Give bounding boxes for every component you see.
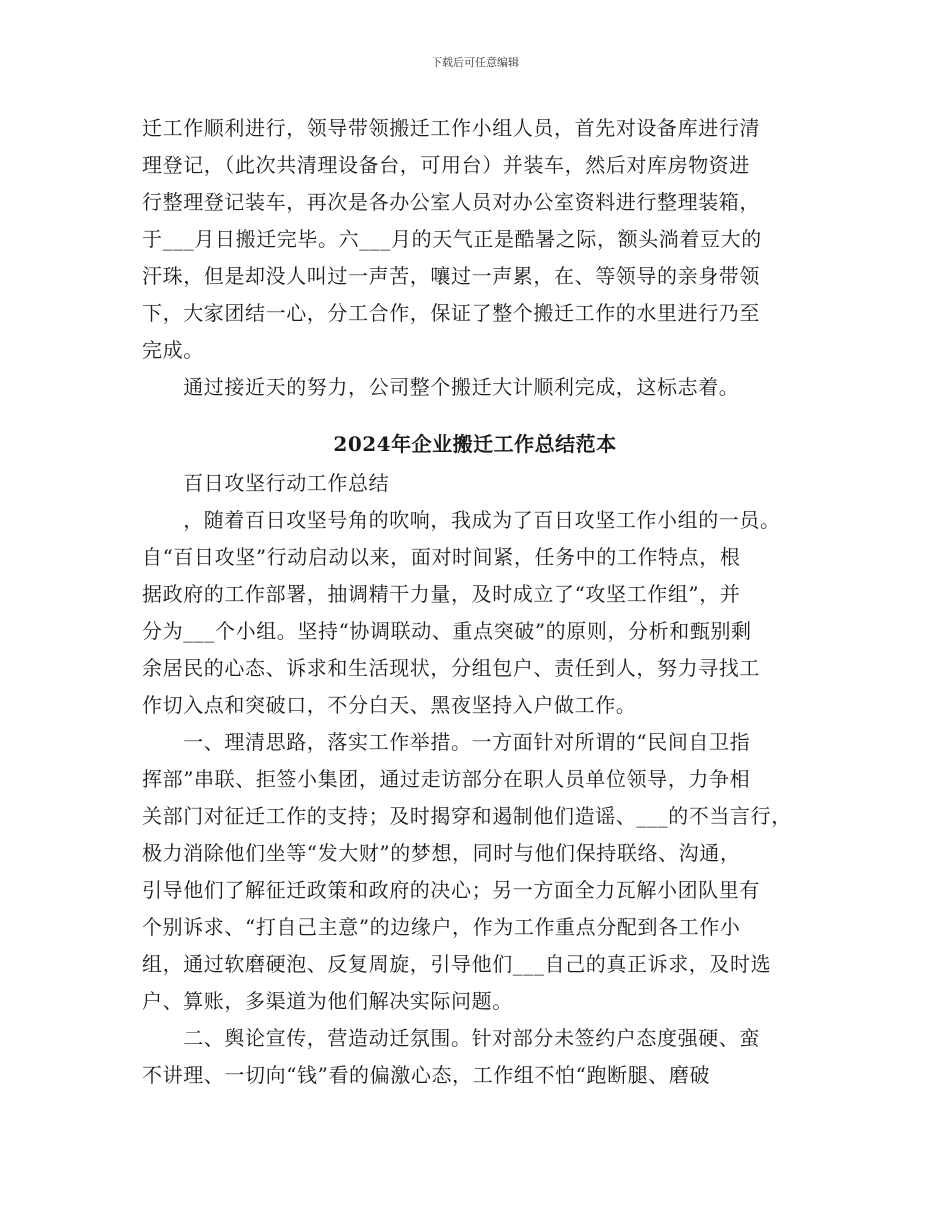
section-title: 2024年企业搬迁工作总结范本 [333,432,617,456]
body-line: 迁工作顺利进行，领导带领搬迁工作小组人员，首先对设备库进行清 [142,116,760,140]
body-line: 自“百日攻坚”行动启动以来，面对时间紧，任务中的工作特点，根 [142,545,741,569]
body-line: 百日攻坚行动工作总结 [142,471,390,495]
body-line: 组，通过软磨硬泡、反复周旋，引导他们___自己的真正诉求，及时选 [142,952,772,976]
body-line: 不讲理、一切向“钱”看的偏激心态，工作组不怕“跑断腿、磨破 [142,1063,711,1087]
body-line: 余居民的心态、诉求和生活现状，分组包户、责任到人，努力寻找工 [142,656,760,680]
body-line: 于___月日搬迁完毕。六___月的天气正是酷暑之际，额头淌着豆大的 [142,227,762,251]
body-line: 挥部”串联、拒签小集团，通过走访部分在职人员单位领导，力争相 [142,767,751,791]
body-line: 二、舆论宣传，营造动迁氛围。针对部分未签约户态度强硬、蛮 [142,1026,760,1050]
body-line: 通过接近天的努力，公司整个搬迁大计顺利完成，这标志着。 [142,375,740,399]
body-line: ，随着百日攻坚号角的吹响，我成为了百日攻坚工作小组的一员。 [142,508,781,532]
body-line: 引导他们了解征迁政策和政府的决心；另一方面全力瓦解小团队里有 [142,878,760,902]
body-line: 分为___个小组。坚持“协调联动、重点突破”的原则，分析和甄别剩 [142,619,752,643]
body-line: 作切入点和突破口，不分白天、黑夜坚持入户做工作。 [142,693,637,717]
body-line: 理登记，（此次共清理设备台，可用台）并装车，然后对库房物资进 [142,153,750,177]
body-line: 完成。 [142,338,204,362]
body-line: 一、理清思路，落实工作举措。一方面针对所谓的“民间自卫指 [142,730,751,754]
body-line: 关部门对征迁工作的支持；及时揭穿和遏制他们造谣、___的不当言行， [142,804,792,828]
body-line: 下，大家团结一心，分工合作，保证了整个搬迁工作的水里进行乃至 [142,301,760,325]
body-line: 据政府的工作部署，抽调精干力量，及时成立了“攻坚工作组”，并 [142,582,741,606]
body-line: 行整理登记装车，再次是各办公室人员对办公室资料进行整理装箱， [142,190,760,214]
body-line: 汗珠，但是却没人叫过一声苦，嚷过一声累，在、等领导的亲身带领 [142,264,760,288]
page-header: 下载后可任意编辑 [431,56,519,69]
body-line: 极力消除他们坐等“发大财”的梦想，同时与他们保持联络、沟通， [142,841,741,865]
body-line: 个别诉求、“打自己主意”的边缘户，作为工作重点分配到各工作小 [142,915,741,939]
body-line: 户、算账，多渠道为他们解决实际问题。 [142,989,513,1013]
